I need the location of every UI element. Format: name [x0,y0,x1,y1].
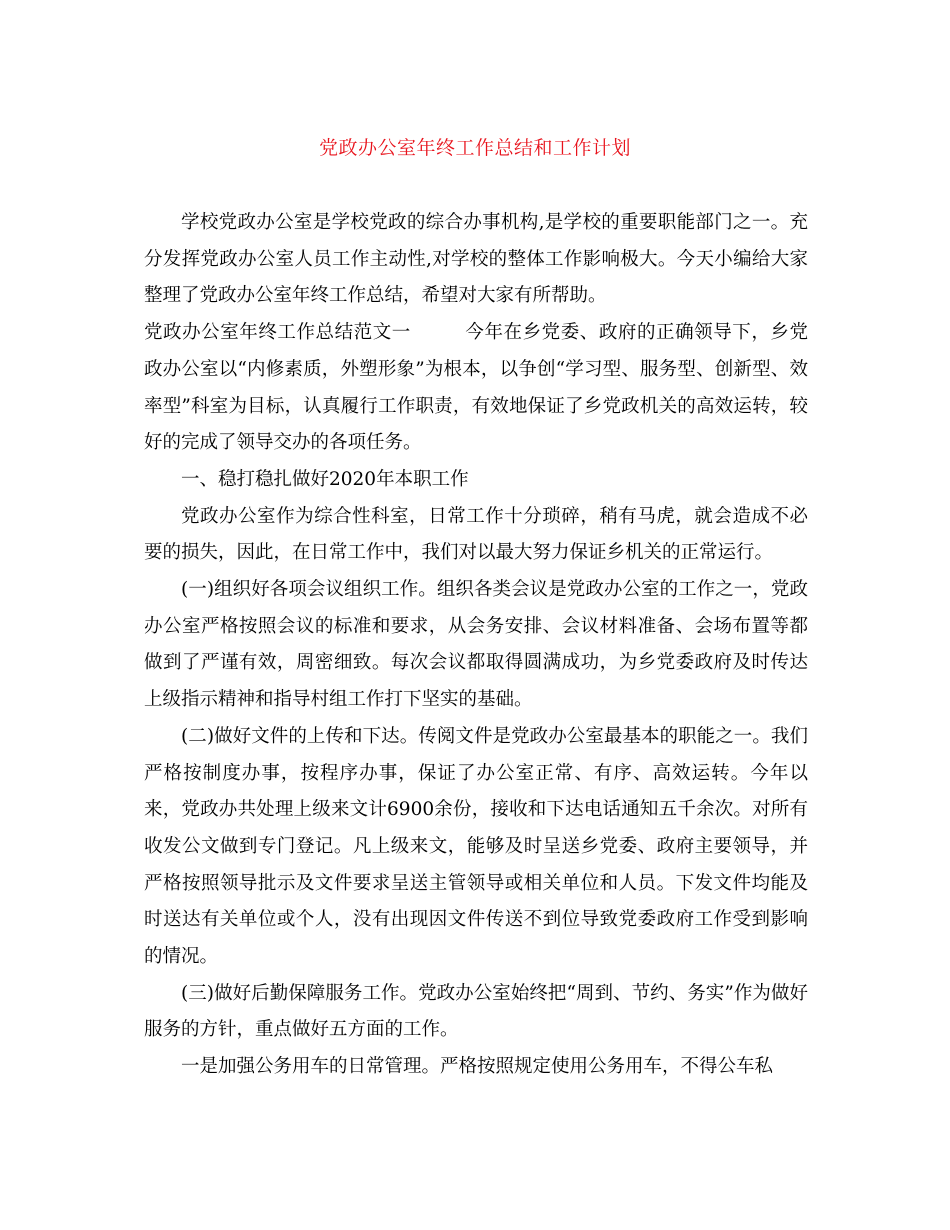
paragraph-vehicles: 一是加强公务用车的日常管理。严格按照规定使用公务用车，不得公车私 [181,1056,774,1078]
paragraph-overview: 党政办公室作为综合性科室，日常工作十分琐碎，稍有马虎，就会造成不必要的损失，因此，在日常工作中，我们对以最大努力保证乡机关的正常运行。 [144,505,808,564]
paragraph-logistics: (三)做好后勤保障服务工作。党政办公室始终把“周到、节约、务实”作为做好服务的方针，重点做好五方面的工作。 [144,982,808,1041]
paragraph-intro: 学校党政办公室是学校党政的综合办事机构,是学校的重要职能部门之一。充分发挥党政办公室人员工作主动性,对学校的整体工作影响极大。今天小编给大家整理了党政办公室年终工作总结，希望对大家有所帮助。 [144,212,808,307]
paragraph-meetings: (一)组织好各项会议组织工作。组织各类会议是党政办公室的工作之一，党政办公室严格按照会议的标准和要求，从会务安排、会议材料准备、会场布置等都做到了严谨有效，周密细致。每次会议都取得圆满成功，为乡党委政府及时传达上级指示精神和指导村组工作打下坚实的基础。 [144,579,808,711]
sample-heading: 党政办公室年终工作总结范文一 [144,322,411,344]
paragraph-sample-one [144,315,808,462]
document-body [144,205,808,1086]
document-title: 党政办公室年终工作总结和工作计划 [318,137,631,159]
section-heading-one: 一、稳打稳扎做好2020年本职工作 [181,468,469,490]
paragraph-documents: (二)做好文件的上传和下达。传阅文件是党政办公室最基本的职能之一。我们严格按制度办事，按程序办事，保证了办公室正常、有序、高效运转。今年以来，党政办共处理上级来文计6900余份，接收和下达电话通知五千余次。对所有收发公文做到专门登记。凡上级来文，能够及时呈送乡党委、政府主要领导，并严格按照领导批示及文件要求呈送主管领导或相关单位和人员。下发文件均能及时送达有关单位或个人，没有出现因文件传送不到位导致党委政府工作受到影响的情况。 [144,725,808,968]
sample-opening-text: 今年在乡党委、政府的正确领导下，乡党政办公室以“内修素质，外塑形象”为根本，以争创“学习型、服务型、创新型、效率型”科室为目标，认真履行工作职责，有效地保证了乡党政机关的高效运转，较好的完成了领导交办的各项任务。 [144,322,808,454]
